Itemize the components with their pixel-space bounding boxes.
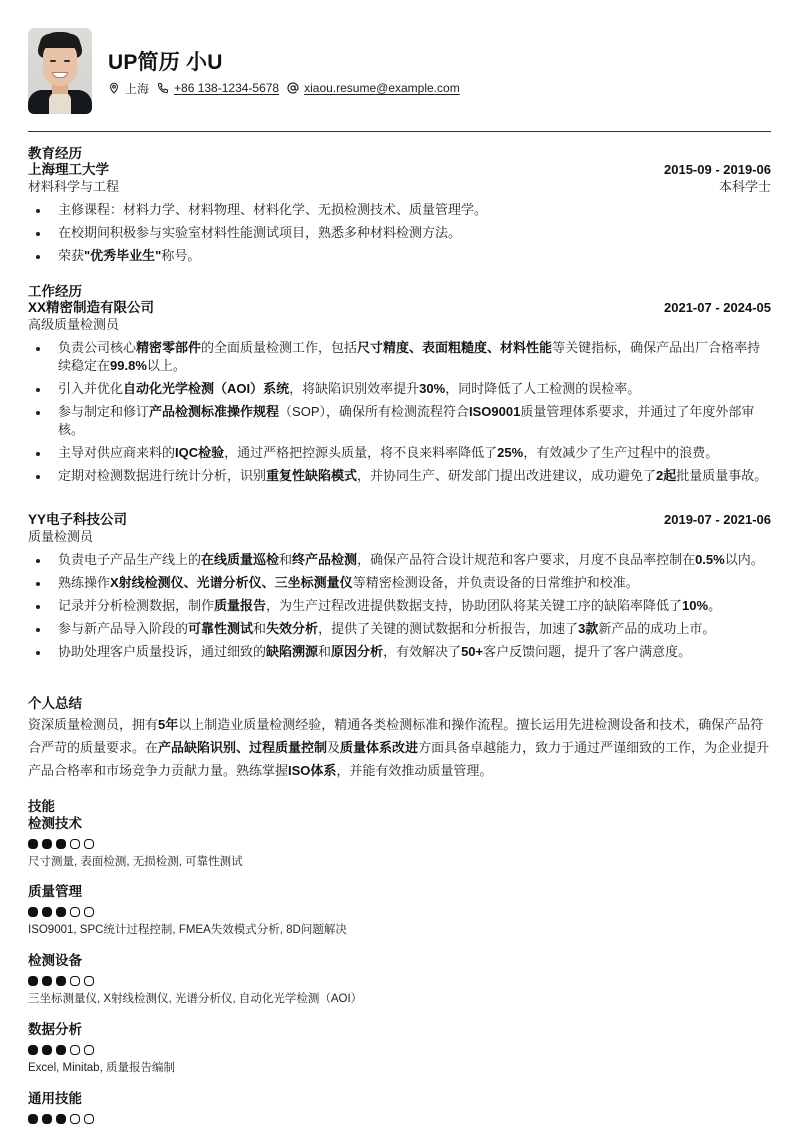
phone-icon [157, 82, 169, 94]
rating-dot-filled-icon [42, 907, 52, 917]
candidate-name: UP简历 小U [108, 51, 223, 74]
list-item: 在校期间积极参与实验室材料性能测试项目，熟悉多种材料检测方法。 [28, 224, 771, 242]
skill-name: 检测技术 [28, 816, 82, 831]
section-title-summary: 个人总结 [28, 696, 82, 711]
list-item: 参与制定和修订产品检测标准操作规程（SOP），确保所有检测流程符合ISO9001质量管理体系要求，并通过了年度外部审核。 [28, 403, 771, 439]
list-item: 参与新产品导入阶段的可靠性测试和失效分析，提供了关键的测试数据和分析报告，加速了3款新产品的成功上市。 [28, 620, 771, 638]
rating-dot-empty-icon [70, 976, 80, 986]
education-entry-head [28, 162, 771, 178]
email-link[interactable]: xiaou.resume@example.com [304, 81, 460, 95]
rating-dot-filled-icon [42, 1045, 52, 1055]
rating-dot-empty-icon [70, 907, 80, 917]
skill-item [28, 1021, 175, 1076]
skill-rating [28, 1045, 175, 1056]
rating-dot-filled-icon [56, 976, 66, 986]
skill-item [28, 1090, 98, 1125]
company-name: XX精密制造有限公司 [28, 300, 155, 315]
rating-dot-filled-icon [56, 907, 66, 917]
rating-dot-empty-icon [70, 839, 80, 849]
list-item: 协助处理客户质量投诉，通过细致的缺陷溯源和原因分析，有效解决了50+客户反馈问题，提升了客户满意度。 [28, 643, 771, 661]
work-dates: 2021-07 - 2024-05 [664, 300, 771, 315]
education-bullets [28, 201, 771, 265]
skill-rating [28, 907, 347, 918]
job-title: 高级质量检测员 [28, 317, 120, 332]
skill-description: 尺寸测量, 表面检测, 无损检测, 可靠性测试 [28, 856, 243, 868]
rating-dot-empty-icon [70, 1045, 80, 1055]
work-entry-sub [28, 528, 771, 545]
avatar-photo [28, 28, 92, 114]
contact-phone[interactable] [157, 81, 279, 95]
list-item: 熟练操作X射线检测仪、光谱分析仪、三坐标测量仪等精密检测设备，并负责设备的日常维护和校准。 [28, 574, 771, 592]
list-item: 负责电子产品生产线上的在线质量巡检和终产品检测，确保产品符合设计规范和客户要求，月度不良品率控制在0.5%以内。 [28, 551, 771, 569]
list-item: 记录并分析检测数据，制作质量报告，为生产过程改进提供数据支持，协助团队将某关键工序的缺陷率降低了10%。 [28, 597, 771, 615]
list-item: 引入并优化自动化光学检测（AOI）系统，将缺陷识别效率提升30%，同时降低了人工检测的误检率。 [28, 380, 771, 398]
work-section [28, 283, 771, 490]
rating-dot-empty-icon [84, 1114, 94, 1124]
rating-dot-filled-icon [56, 1114, 66, 1124]
education-dates: 2015-09 - 2019-06 [664, 162, 771, 177]
work-entry-2 [28, 512, 771, 666]
rating-dot-filled-icon [28, 1114, 38, 1124]
school-name: 上海理工大学 [28, 162, 109, 177]
contact-location [108, 80, 149, 97]
section-title-skills: 技能 [28, 799, 55, 814]
education-section [28, 145, 771, 270]
skill-name: 数据分析 [28, 1022, 82, 1037]
skill-description: ISO9001, SPC统计过程控制, FMEA失效模式分析, 8D问题解决 [28, 924, 347, 936]
list-item: 主修课程：材料力学、材料物理、材料化学、无损检测技术、质量管理学。 [28, 201, 771, 219]
rating-dot-filled-icon [28, 907, 38, 917]
skill-item [28, 952, 362, 1007]
rating-dot-filled-icon [42, 1114, 52, 1124]
skill-name: 质量管理 [28, 884, 82, 899]
work-entry-head [28, 512, 771, 528]
rating-dot-filled-icon [28, 839, 38, 849]
skill-rating [28, 1114, 98, 1125]
list-item: 主导对供应商来料的IQC检验，通过严格把控源头质量，将不良来料率降低了25%，有效减少了生产过程中的浪费。 [28, 444, 771, 462]
work-entry-head [28, 300, 771, 316]
map-pin-icon [108, 82, 120, 94]
section-title-education: 教育经历 [28, 146, 82, 161]
rating-dot-empty-icon [70, 1114, 80, 1124]
summary-text: 资深质量检测员，拥有5年以上制造业质量检测经验，精通各类检测标准和操作流程。擅长运用先进检测设备和技术，确保产品符合严苛的质量要求。在产品缺陷识别、过程质量控制及质量体系改进方面具备卓越能力，致力于通过严谨细致的工作，为企业提升产品合格率和市场竞争力贡献力量。熟练掌握ISO体系，并能有效推动质量管理。 [28, 717, 770, 778]
skill-description: 三坐标测量仪, X射线检测仪, 光谱分析仪, 自动化光学检测（AOI） [28, 993, 363, 1005]
rating-dot-filled-icon [28, 976, 38, 986]
resume-header [28, 28, 771, 114]
rating-dot-empty-icon [84, 1045, 94, 1055]
at-sign-icon [287, 82, 299, 94]
company-name: YY电子科技公司 [28, 512, 128, 527]
work-dates: 2019-07 - 2021-06 [664, 512, 771, 527]
location-text: 上海 [125, 81, 150, 96]
skill-rating [28, 839, 243, 850]
work-entry-sub [28, 316, 771, 333]
skill-item [28, 883, 347, 938]
skill-item [28, 815, 243, 870]
skill-name: 检测设备 [28, 953, 82, 968]
rating-dot-filled-icon [42, 839, 52, 849]
rating-dot-filled-icon [56, 839, 66, 849]
contact-email[interactable] [287, 81, 460, 95]
contact-info [108, 80, 468, 96]
skill-name: 通用技能 [28, 1091, 82, 1106]
list-item: 负责公司核心精密零部件的全面质量检测工作，包括尺寸精度、表面粗糙度、材料性能等关键指标，确保产品出厂合格率持续稳定在99.8%以上。 [28, 339, 771, 375]
work-bullets [28, 339, 771, 485]
rating-dot-filled-icon [42, 976, 52, 986]
degree: 本科学士 [718, 179, 771, 194]
phone-link[interactable]: +86 138-1234-5678 [174, 81, 280, 95]
summary-section [28, 695, 771, 782]
major: 材料科学与工程 [28, 179, 120, 194]
work-bullets [28, 551, 771, 661]
skill-description: Excel, Minitab, 质量报告编制 [28, 1062, 175, 1074]
rating-dot-filled-icon [28, 1045, 38, 1055]
list-item: 定期对检测数据进行统计分析，识别重复性缺陷模式，并协同生产、研发部门提出改进建议，成功避免了2起批量质量事故。 [28, 467, 771, 485]
rating-dot-filled-icon [56, 1045, 66, 1055]
section-title-work: 工作经历 [28, 284, 82, 299]
header-divider [28, 131, 771, 132]
education-entry-sub [28, 178, 771, 195]
skills-section [28, 798, 771, 1106]
skill-rating [28, 976, 362, 987]
list-item: 荣获"优秀毕业生"称号。 [28, 247, 771, 265]
rating-dot-empty-icon [84, 976, 94, 986]
job-title: 质量检测员 [28, 529, 94, 544]
rating-dot-empty-icon [84, 907, 94, 917]
rating-dot-empty-icon [84, 839, 94, 849]
